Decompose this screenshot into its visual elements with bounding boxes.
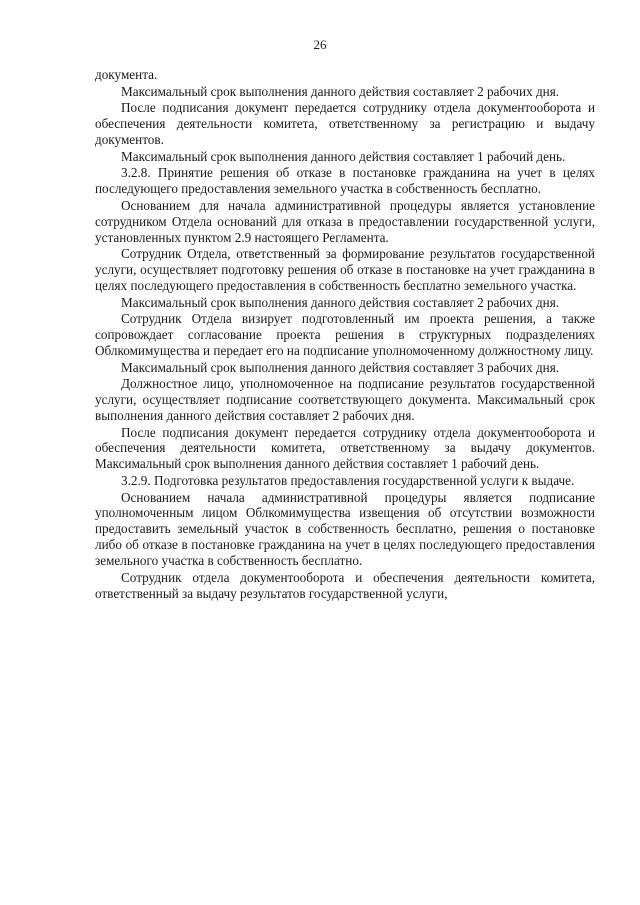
paragraph: документа. [95, 67, 158, 82]
paragraph: Максимальный срок выполнения данного действия составляет 1 рабочий день. [121, 148, 566, 164]
document-body [95, 67, 595, 602]
paragraph: После подписания документ передается сотруднику отдела документооборота и обеспечения деятельности комитета, ответственному за выдачу документов. Максимальный срок выполнения данного действия составляет 1 рабочий день. [95, 424, 595, 472]
paragraph: Основанием для начала административной процедуры является установление сотрудником Отдела оснований для отказа в предоставлении государственной услуги, установленных пунктом 2.9 настоящего Регламента. [95, 197, 595, 245]
paragraph: Максимальный срок выполнения данного действия составляет 2 рабочих дня. [121, 294, 560, 310]
paragraph: После подписания документ передается сотруднику отдела документооборота и обеспечения деятельности комитета, ответственному за регистрацию и выдачу документов. [95, 100, 595, 147]
paragraph: Максимальный срок выполнения данного действия составляет 3 рабочих дня. [121, 359, 560, 375]
paragraph: Основанием начала административной процедуры является подписание уполномоченным лицом Облкомимущества извещения об отсутствии возможности предоставить земельный участок в собственность бесплатно, решения о постановке либо об отказе в постановке гражданина на учет в целях последующего предоставления земельного участка в собственность бесплатно. [95, 489, 595, 569]
section-heading-3-2-8: 3.2.8. Принятие решения об отказе в постановке гражданина на учет в целях последующего предоставления земельного участка в собственность бесплатно. [95, 165, 595, 197]
paragraph: Сотрудник отдела документооборота и обеспечения деятельности комитета, ответственный за выдачу результатов государственной услуги, [95, 569, 595, 601]
paragraph: Должностное лицо, уполномоченное на подписание результатов государственной услуги, осуществляет подписание соответствующего документа. Максимальный срок выполнения данного действия составляет 2 рабочих дня. [95, 376, 595, 423]
paragraph: Максимальный срок выполнения данного действия составляет 2 рабочих дня. [121, 83, 560, 99]
page-number: 26 [313, 37, 327, 52]
section-heading-3-2-9: 3.2.9. Подготовка результатов предоставления государственной услуги к выдаче. [121, 472, 575, 488]
paragraph: Сотрудник Отдела визирует подготовленный им проекта решения, а также сопровождает согласование проекта решения в структурных подразделениях Облкомимущества и передает его на подписание уполномоченному должностному лицу. [95, 311, 595, 358]
paragraph: Сотрудник Отдела, ответственный за формирование результатов государственной услуги, осуществляет подготовку решения об отказе в постановке на учет гражданина в целях последующего предоставления в собственность бесплатно земельного участка. [95, 246, 595, 293]
